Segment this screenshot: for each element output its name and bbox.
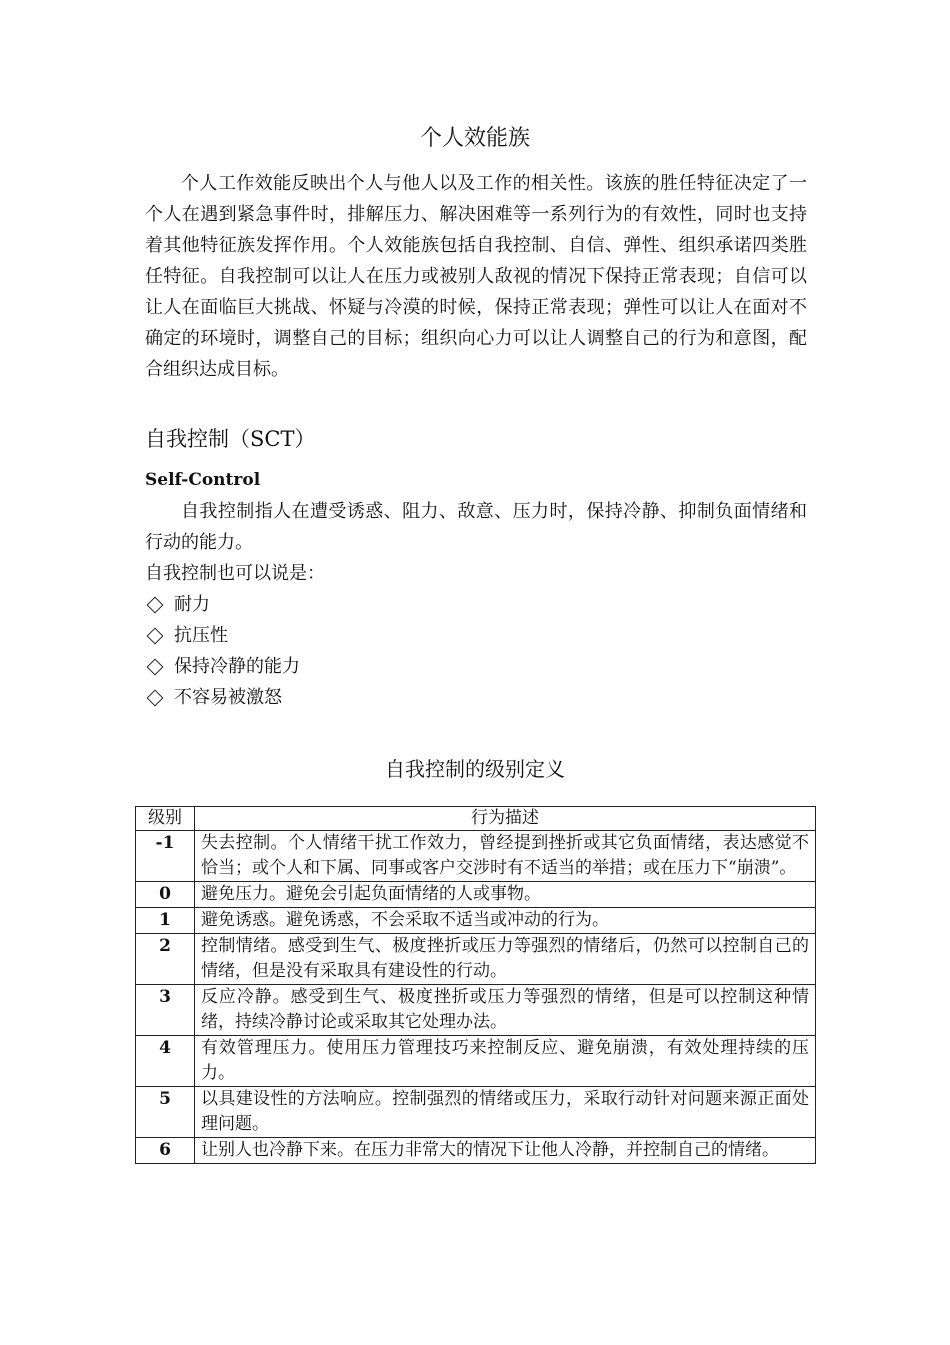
diamond-icon <box>147 596 164 613</box>
description-cell: 避免诱惑。避免诱惑，不会采取不适当或冲动的行为。 <box>195 908 816 934</box>
level-cell: 5 <box>136 1087 195 1138</box>
table-row <box>136 985 816 1036</box>
description-cell: 有效管理压力。使用压力管理技巧来控制反应、避免崩溃，有效处理持续的压力。 <box>195 1036 816 1087</box>
description-cell: 让别人也冷静下来。在压力非常大的情况下让他人冷静，并控制自己的情绪。 <box>195 1138 816 1164</box>
list-item-text: 抗压性 <box>174 625 228 646</box>
description-cell: 以具建设性的方法响应。控制强烈的情绪或压力，采取行动针对问题来源正面处理问题。 <box>195 1087 816 1138</box>
table-row <box>136 1036 816 1087</box>
level-cell: 2 <box>136 934 195 985</box>
synonym-list <box>145 589 300 713</box>
page-title: 个人效能族 <box>419 126 530 151</box>
table-title: 自我控制的级别定义 <box>385 757 565 781</box>
table-header-row <box>136 807 816 831</box>
also-known-as-label: 自我控制也可以说是： <box>145 563 325 584</box>
table-row <box>136 831 816 882</box>
diamond-icon <box>147 689 164 706</box>
definition-paragraph: 自我控制指人在遭受诱惑、阻力、敌意、压力时，保持冷静、抑制负面情绪和行动的能力。 <box>145 501 807 553</box>
level-cell: 6 <box>136 1138 195 1164</box>
section-subheading: Self-Control <box>145 470 261 490</box>
description-cell: 反应冷静。感受到生气、极度挫折或压力等强烈的情绪，但是可以控制这种情绪，持续冷静讨论或采取其它处理办法。 <box>195 985 816 1036</box>
table-row <box>136 908 816 934</box>
level-definition-table <box>135 806 816 1164</box>
description-cell: 失去控制。个人情绪干扰工作效力，曾经提到挫折或其它负面情绪，表达感觉不恰当；或个人和下属、同事或客户交涉时有不适当的举措；或在压力下“崩溃”。 <box>195 831 816 882</box>
list-item <box>145 620 300 651</box>
list-item <box>145 651 300 682</box>
list-item <box>145 589 300 620</box>
table-row <box>136 1087 816 1138</box>
description-cell: 避免压力。避免会引起负面情绪的人或事物。 <box>195 882 816 908</box>
diamond-icon <box>147 658 164 675</box>
level-cell: 3 <box>136 985 195 1036</box>
header-level: 级别 <box>136 807 195 831</box>
level-cell: 0 <box>136 882 195 908</box>
diamond-icon <box>147 627 164 644</box>
header-description: 行为描述 <box>195 807 816 831</box>
level-cell: -1 <box>136 831 195 882</box>
list-item-text: 保持冷静的能力 <box>174 656 300 677</box>
list-item <box>145 682 300 713</box>
table-row <box>136 1138 816 1164</box>
level-cell: 1 <box>136 908 195 934</box>
list-item-text: 耐力 <box>174 594 210 615</box>
description-cell: 控制情绪。感受到生气、极度挫折或压力等强烈的情绪后，仍然可以控制自己的情绪，但是没有采取具有建设性的行动。 <box>195 934 816 985</box>
table-row <box>136 934 816 985</box>
level-cell: 4 <box>136 1036 195 1087</box>
intro-paragraph: 个人工作效能反映出个人与他人以及工作的相关性。该族的胜任特征决定了一个人在遇到紧急事件时，排解压力、解决困难等一系列行为的有效性，同时也支持着其他特征族发挥作用。个人效能族包括自我控制、自信、弹性、组织承诺四类胜任特征。自我控制可以让人在压力或被别人敌视的情况下保持正常表现；自信可以让人在面临巨大挑战、怀疑与冷漠的时候，保持正常表现；弹性可以让人在面对不确定的环境时，调整自己的目标；组织向心力可以让人调整自己的行为和意图，配合组织达成目标。 <box>145 173 807 380</box>
list-item-text: 不容易被激怒 <box>174 687 282 708</box>
table-row <box>136 882 816 908</box>
section-heading: 自我控制（SCT） <box>145 427 316 451</box>
